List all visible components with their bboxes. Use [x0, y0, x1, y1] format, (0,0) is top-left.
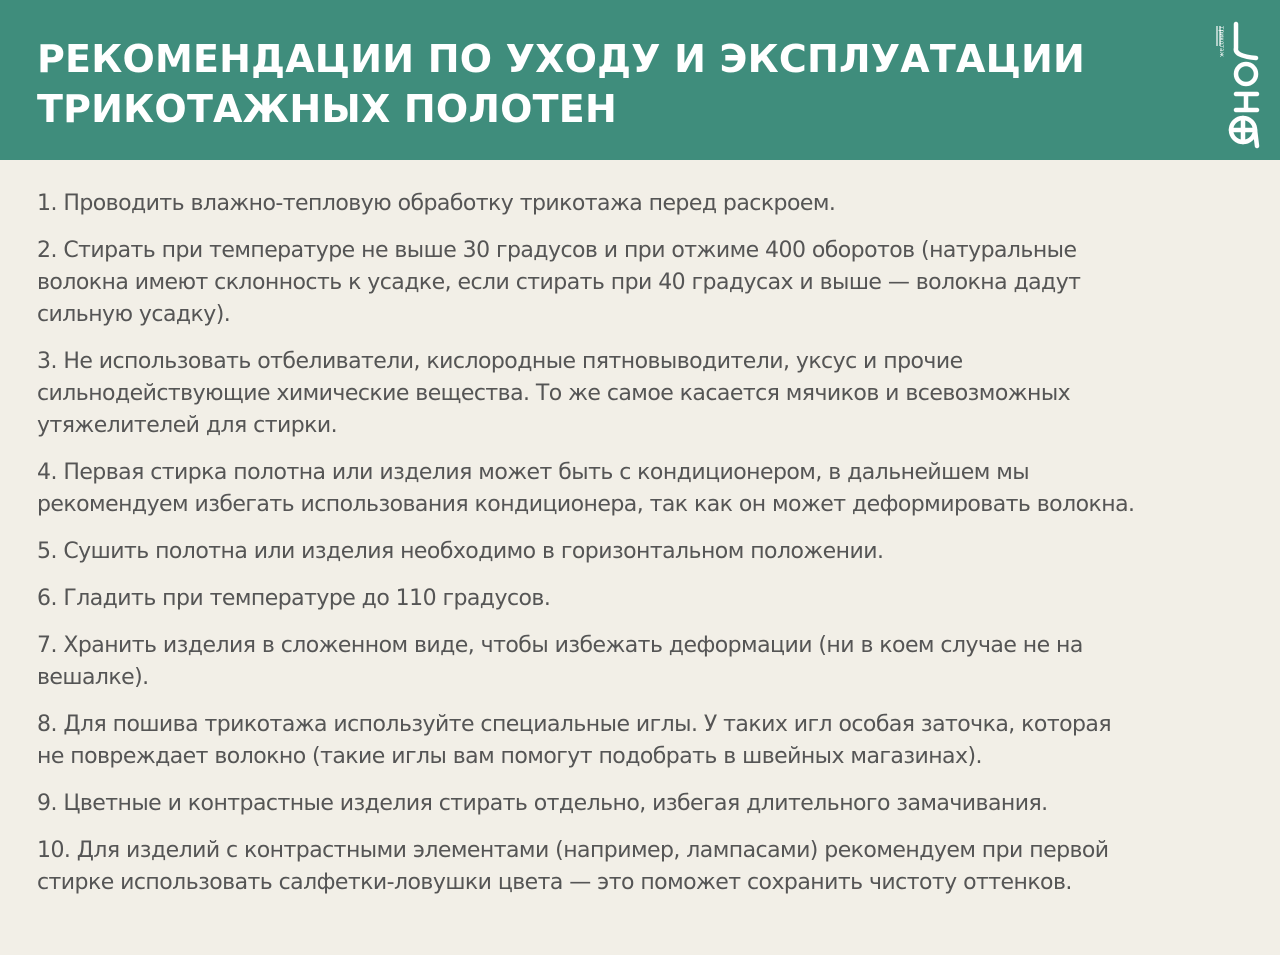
list-item-text: стирке использовать салфетки-ловушки цвета — это поможет сохранить чистоту оттенков.	[37, 870, 1072, 895]
list-item-text: 2. Стирать при температуре не выше 30 градусов и при отжиме 400 оборотов (натуральные	[37, 238, 1077, 263]
brand-logo	[1200, 18, 1275, 152]
list-item-text: волокна имеют склонность к усадке, если стирать при 40 градусах и выше — волокна дадут	[37, 270, 1081, 295]
list-item	[37, 630, 1237, 694]
list-item	[37, 536, 1237, 568]
list-item-text: не повреждает волокно (такие иглы вам помогут подобрать в швейных магазинах).	[37, 744, 982, 769]
brand-subtitle: трикотаж	[1218, 26, 1225, 58]
list-item-text: утяжелителей для стирки.	[37, 413, 338, 438]
list-item-text: 6. Гладить при температуре до 110 градусов.	[37, 586, 551, 611]
list-item	[37, 235, 1237, 331]
list-item-text: 9. Цветные и контрастные изделия стирать отдельно, избегая длительного замачивания.	[37, 791, 1048, 816]
list-item	[37, 835, 1237, 899]
list-item-text: 5. Сушить полотна или изделия необходимо в горизонтальном положении.	[37, 539, 884, 564]
list-item-text: рекомендуем избегать использования кондиционера, так как он может деформировать волокна.	[37, 492, 1135, 517]
list-item-text: вешалке).	[37, 665, 149, 690]
list-item-text: 8. Для пошива трикотажа используйте специальные иглы. У таких игл особая заточка, которая	[37, 712, 1112, 737]
page-title	[37, 34, 1187, 134]
list-item	[37, 709, 1237, 773]
header-banner	[0, 0, 1280, 160]
list-item	[37, 457, 1237, 521]
list-item	[37, 188, 1237, 220]
title-line-1: РЕКОМЕНДАЦИИ ПО УХОДУ И ЭКСПЛУАТАЦИИ	[37, 37, 1086, 81]
list-item-text: 10. Для изделий с контрастными элементами (например, лампасами) рекомендуем при первой	[37, 838, 1109, 863]
list-item-text: 1. Проводить влажно-тепловую обработку трикотажа перед раскроем.	[37, 191, 836, 216]
list-item-text: 7. Хранить изделия в сложенном виде, чтобы избежать деформации (ни в коем случае не на	[37, 633, 1083, 658]
care-recommendations-list	[37, 188, 1237, 914]
list-item-text: 3. Не использовать отбеливатели, кислородные пятновыводители, уксус и прочие	[37, 349, 963, 374]
list-item	[37, 788, 1237, 820]
list-item-text: сильнодействующие химические вещества. То же самое касается мячиков и всевозможных	[37, 381, 1071, 406]
list-item-text: сильную усадку).	[37, 302, 231, 327]
title-line-2: ТРИКОТАЖНЫХ ПОЛОТЕН	[37, 87, 617, 131]
list-item	[37, 346, 1237, 442]
brand-name: ЛОНА	[1200, 18, 1203, 19]
list-item-text: 4. Первая стирка полотна или изделия может быть с кондиционером, в дальнейшем мы	[37, 460, 1030, 485]
list-item	[37, 583, 1237, 615]
